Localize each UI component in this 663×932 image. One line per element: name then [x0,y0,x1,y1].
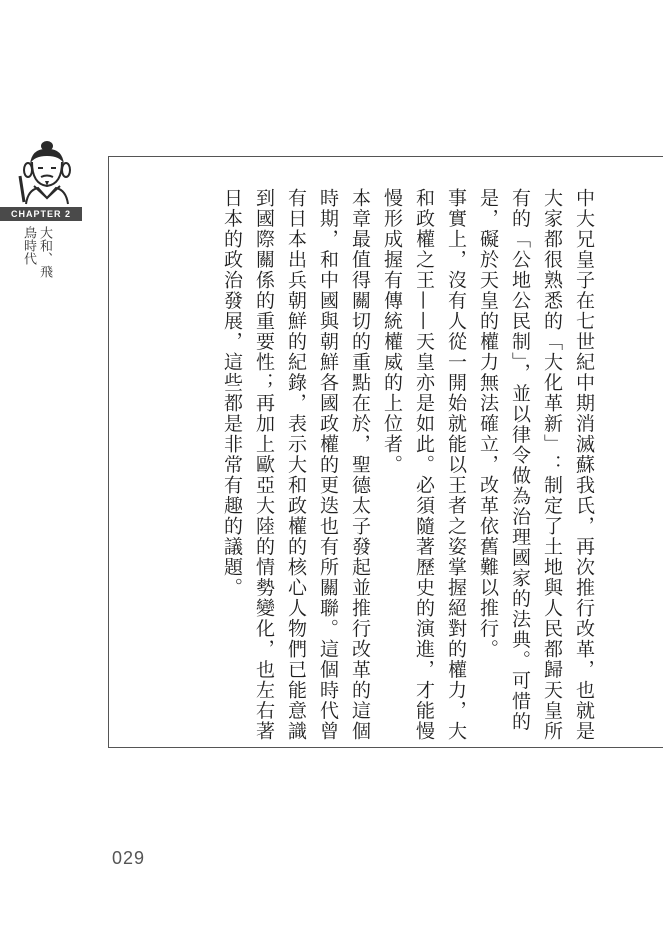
prince-portrait-icon [14,140,78,206]
era-title: 大和、飛鳥時代 [21,226,52,278]
page-number: 029 [112,848,146,868]
paragraph: 事實上，沒有人從一開始就能以王者之姿掌握絕對的權力，大和政權之王——天皇亦是如此。必須隨著歷史的演進，才能慢慢形成握有傳統權威的上位者。 [381,188,467,742]
body-text [190,188,600,748]
paragraph: 中大兄皇子在七世紀中期消滅蘇我氏，再次推行改革，也就是大家都很熟悉的「大化革新」：制定了土地與人民都歸天皇所有的「公地公民制」，並以律令做為治理國家的法典。可惜的是，礙於天皇的權力無法確立，改革依舊難以推行。 [477,188,595,742]
chapter-label: CHAPTER 2 [0,207,82,221]
paragraph: 本章最值得關切的重點在於，聖德太子發起並推行改革的這個時期，和中國與朝鮮各國政權的更迭也有所關聯。這個時代曾有日本出兵朝鮮的紀錄，表示大和政權的核心人物們已能意識到國際關係的重要性；再加上歐亞大陸的情勢變化，也左右著日本的政治發展，這些都是非常有趣的議題。 [221,188,371,742]
